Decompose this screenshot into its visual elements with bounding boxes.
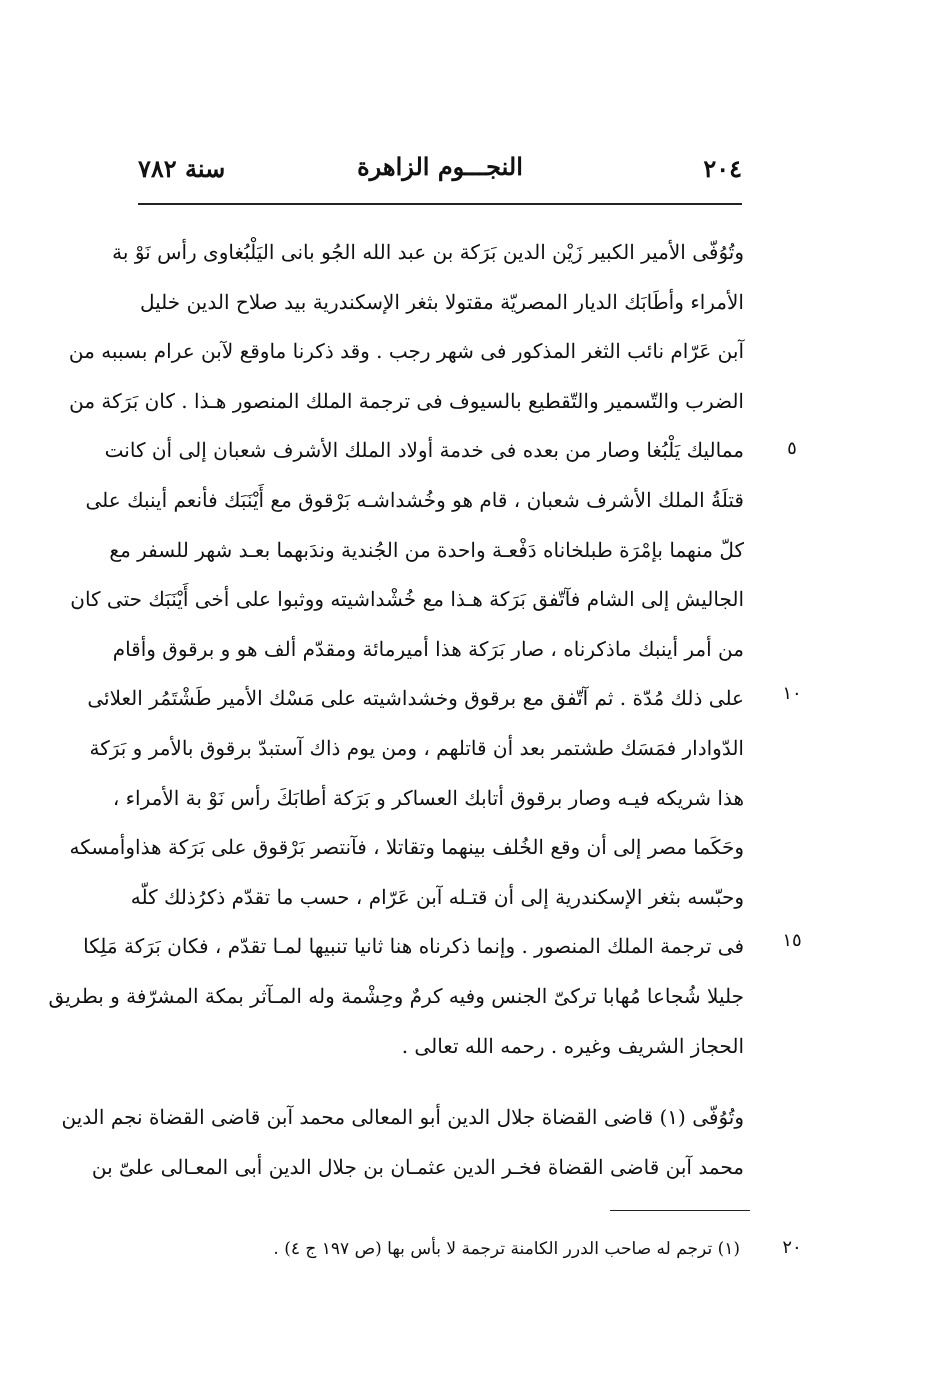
footnote: (١) ترجم له صاحب الدرر الكامنة ترجمة لا بأس بها (ص ١٩٧ ج ٤) . — [273, 1239, 740, 1259]
running-title: النجـــوم الزاهرة — [357, 152, 523, 181]
running-header — [138, 148, 742, 198]
line-number-10: ١٠ — [782, 683, 802, 704]
body-text — [48, 228, 744, 1192]
text-line: هذا شريكه فيـه وصار برقوق أتابك العساكر و بَرَكة أطابَكَ رأس نَوْ بة الأمراء ، — [112, 785, 744, 810]
line-number-15: ١٥ — [782, 930, 802, 951]
running-year: سنة ٧٨٢ — [138, 154, 226, 183]
text-line: فى ترجمة الملك المنصور . وإنما ذكرناه هنا ثانيا تنبيها لمـا تقدّم ، فكان بَرَكة مَلِكا — [83, 934, 744, 959]
line-number-5: ٥ — [787, 438, 797, 459]
paragraph-gap — [140, 1071, 744, 1093]
text-line: الضرب والتّسمير والتّقطيع بالسيوف فى ترجمة الملك المنصور هـذا . كان بَرَكة من — [69, 388, 744, 413]
text-line: محمد آبن قاضى القضاة فخـر الدين عثمـان بن جلال الدين أبى المعـالى علىّ بن — [91, 1154, 744, 1179]
text-line: مماليك يَلْبُغا وصار من بعده فى خدمة أولاد الملك الأشرف شعبان إلى أن كانت — [104, 438, 744, 463]
paragraph-2 — [61, 1093, 744, 1192]
text-line: قتلَةُ الملك الأشرف شعبان ، قام هو وخُشداشـه بَرْقوق مع أَيْنَبَك فأنعم أينبك على — [85, 487, 744, 512]
text-line: على ذلك مُدّة . ثم آتّفق مع برقوق وخشداشيته على مَسْك الأمير طَشْتَمُر العلائى — [87, 686, 744, 711]
text-line: من أمر أينبك ماذكرناه ، صار بَرَكة هذا أميرمائة ومقدّم ألف هو و برقوق وأقام — [112, 636, 744, 661]
header-rule — [138, 203, 742, 205]
page-number: ٢٠٤ — [703, 154, 742, 183]
text-line: الأمراء وأطَابَك الديار المصريّة مقتولا بثغر الإسكندرية بيد صلاح الدين خليل — [140, 289, 744, 314]
paragraph-1 — [48, 228, 744, 1071]
text-line: وتُوُفّى الأمير الكبير زَيْن الدين بَرَكة بن عبد الله الجُو بانى اليَلْبُغاوى رأس نَوْ بة — [112, 240, 744, 264]
text-line: آبن عَرّام نائب الثغر المذكور فى شهر رجب . وقد ذكرنا ماوقع لآبن عرام بسببه من — [68, 339, 744, 364]
text-line: جليلا شُجاعا مُهابا تركىّ الجنس وفيه كرمٌ وحِشْمة وله المـآثر بمكة المشرّفة و بطريق — [48, 983, 744, 1008]
text-line: وحَكَما مصر إلى أن وقع الخُلف بينهما وتقاتلا ، فآنتصر بَرْقوق على بَرَكة هذاوأمسكه — [69, 835, 744, 860]
text-line: وتُوُفّى (١) قاضى القضاة جلال الدين أبو المعالى محمد آبن قاضى القضاة نجم الدين — [61, 1105, 744, 1130]
text-line: الجاليش إلى الشام فآتّفق بَرَكة هـذا مع خُشْداشيته ووثبوا على أخى أَيْنَبَك حتى كان — [70, 587, 744, 612]
text-line: الدّوادار فمَسَك طشتمر بعد أن قاتلهم ، ومن يوم ذاك آستبدّ برقوق بالأمر و بَرَكة — [89, 735, 744, 760]
footnote-rule — [610, 1210, 750, 1211]
line-number-20: ٢٠ — [782, 1237, 802, 1258]
text-line: كلّ منهما بإمْرَة طبلخاناه دَفْعـة واحدة من الجُندية وندَبهما بعـد شهر للسفر مع — [109, 537, 744, 562]
text-line: الحجاز الشريف وغيره . رحمه الله تعالى . — [401, 1033, 744, 1058]
text-line: وحبّسه بثغر الإسكندرية إلى أن قتـله آبن عَرّام ، حسب ما تقدّم ذكرُذلك كلّه — [130, 884, 744, 909]
